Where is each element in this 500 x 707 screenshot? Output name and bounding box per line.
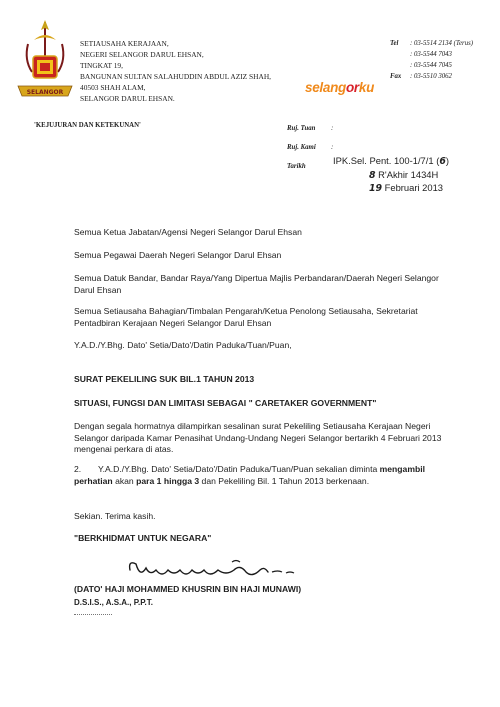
gregorian-date-text: Februari 2013: [382, 182, 444, 193]
reference-block: [287, 119, 333, 176]
contact-value: : 03-5544 7045: [410, 62, 452, 69]
contact-label: [390, 49, 410, 60]
recipient-line: Semua Ketua Jabatan/Agensi Negeri Selangor Darul Ehsan: [74, 227, 302, 237]
motto: 'KEJUJURAN DAN KETEKUNAN': [34, 122, 141, 129]
paragraph-2: [74, 464, 454, 487]
hijri-date: [333, 169, 449, 183]
contact-row: [390, 38, 473, 49]
ref-label: Ruj. Kami: [287, 144, 316, 151]
ref-number-text: IPK.Sel. Pent. 100-1/7/1 (: [333, 155, 440, 166]
contact-value: : 03-5514 2134 (Terus): [410, 40, 473, 47]
handwritten-number: 6: [439, 156, 446, 167]
address-line: NEGERI SELANGOR DARUL EHSAN,: [80, 50, 204, 60]
sender-address: [80, 38, 271, 105]
handwritten-day: 8: [369, 169, 376, 181]
address-line: TINGKAT 19,: [80, 61, 123, 71]
handwritten-signature: [122, 556, 302, 586]
ref-value: :: [331, 144, 334, 151]
ref-number-end: ): [445, 155, 449, 166]
hijri-date-text: R'Akhir 1434H: [375, 168, 439, 180]
recipient-line: Semua Pegawai Daerah Negeri Selangor Darul Ehsan: [74, 250, 282, 260]
recipient-line: Semua Setiausaha Bahagian/Timbalan Pengarah/Ketua Penolong Setiausaha, Sekretariat Pentadbiran Kerajaan Negeri Selangor Darul Ehsan: [74, 306, 418, 328]
paragraph-emphasis: mengambil perhatian: [74, 464, 426, 486]
paragraph-1: Dengan segala hormatnya dilampirkan sesalinan surat Pekeliling Setiausaha Kerajaan Negeri Selangor daripada Kamar Penasihat Undang-Undang Negeri Selangor bertarikh 4 Februari 2013 mengenai perkara di atas.: [74, 421, 442, 455]
paragraph-emphasis: para 1 hingga 3: [136, 475, 200, 486]
address-line: BANGUNAN SULTAN SALAHUDDIN ABDUL AZIZ SHAH,: [80, 72, 272, 82]
salutation: Y.A.D./Y.Bhg. Dato' Setia/Dato'/Datin Paduka/Tuan/Puan,: [74, 340, 292, 350]
contact-label: Tel: [390, 40, 399, 47]
ref-label: Ruj. Tuan: [287, 125, 316, 132]
paragraph-text: dan Pekeliling Bil. 1 Tahun 2013 berkenaan.: [199, 475, 370, 486]
address-line: 40503 SHAH ALAM,: [80, 83, 146, 93]
contact-label: [390, 60, 410, 71]
contact-value: : 03-5510 3062: [410, 73, 452, 80]
contact-row: [390, 60, 473, 71]
selangorku-logo: [305, 80, 374, 95]
crest-label: SELANGOR: [26, 89, 64, 96]
logo-text-part: ku: [358, 80, 375, 95]
circular-title: SURAT PEKELILING SUK BIL.1 TAHUN 2013: [74, 374, 255, 384]
paragraph-text: akan: [112, 475, 137, 486]
contact-value: : 03-5544 7043: [410, 51, 452, 58]
contact-label: Fax: [390, 73, 402, 80]
paragraph-number: 2.: [74, 464, 82, 474]
closing-line: Sekian. Terima kasih.: [74, 511, 156, 521]
handwritten-day: 19: [369, 183, 383, 194]
ref-row: [287, 119, 333, 138]
contact-row: [390, 49, 473, 60]
ref-value: :: [331, 125, 334, 132]
ref-row: [287, 138, 333, 157]
contact-row: [390, 71, 473, 82]
circular-subject: SITUASI, FUNGSI DAN LIMITASI SEBAGAI " CARETAKER GOVERNMENT": [74, 398, 377, 408]
slogan: "BERKHIDMAT UNTUK NEGARA": [74, 533, 212, 543]
recipient-line: Semua Datuk Bandar, Bandar Raya/Yang Dipertua Majlis Perbandaran/Daerah Negeri Selangor Darul Ehsan: [74, 273, 439, 295]
paragraph-text: Y.A.D./Y.Bhg. Dato' Setia/Dato'/Datin Paduka/Tuan/Puan sekalian diminta: [98, 464, 380, 474]
address-line: SELANGOR DARUL EHSAN.: [80, 94, 175, 104]
address-line: SETIAUSAHA KERAJAAN,: [80, 39, 169, 48]
gregorian-date: [333, 182, 449, 196]
signatory-title: D.S.I.S., A.S.A., P.P.T.: [74, 598, 153, 607]
logo-text-part: selang: [305, 80, 346, 95]
reference-values: [333, 155, 449, 196]
logo-text-part: or: [345, 80, 359, 95]
signatory-name: (DATO' HAJI MOHAMMED KHUSRIN BIN HAJI MUNAWI): [74, 584, 302, 594]
footer-mark: [74, 614, 112, 617]
reference-number: [333, 155, 449, 169]
state-crest-logo: [14, 20, 76, 102]
contact-block: [390, 38, 473, 82]
ref-row: [287, 157, 333, 176]
ref-label: Tarikh: [287, 163, 306, 170]
